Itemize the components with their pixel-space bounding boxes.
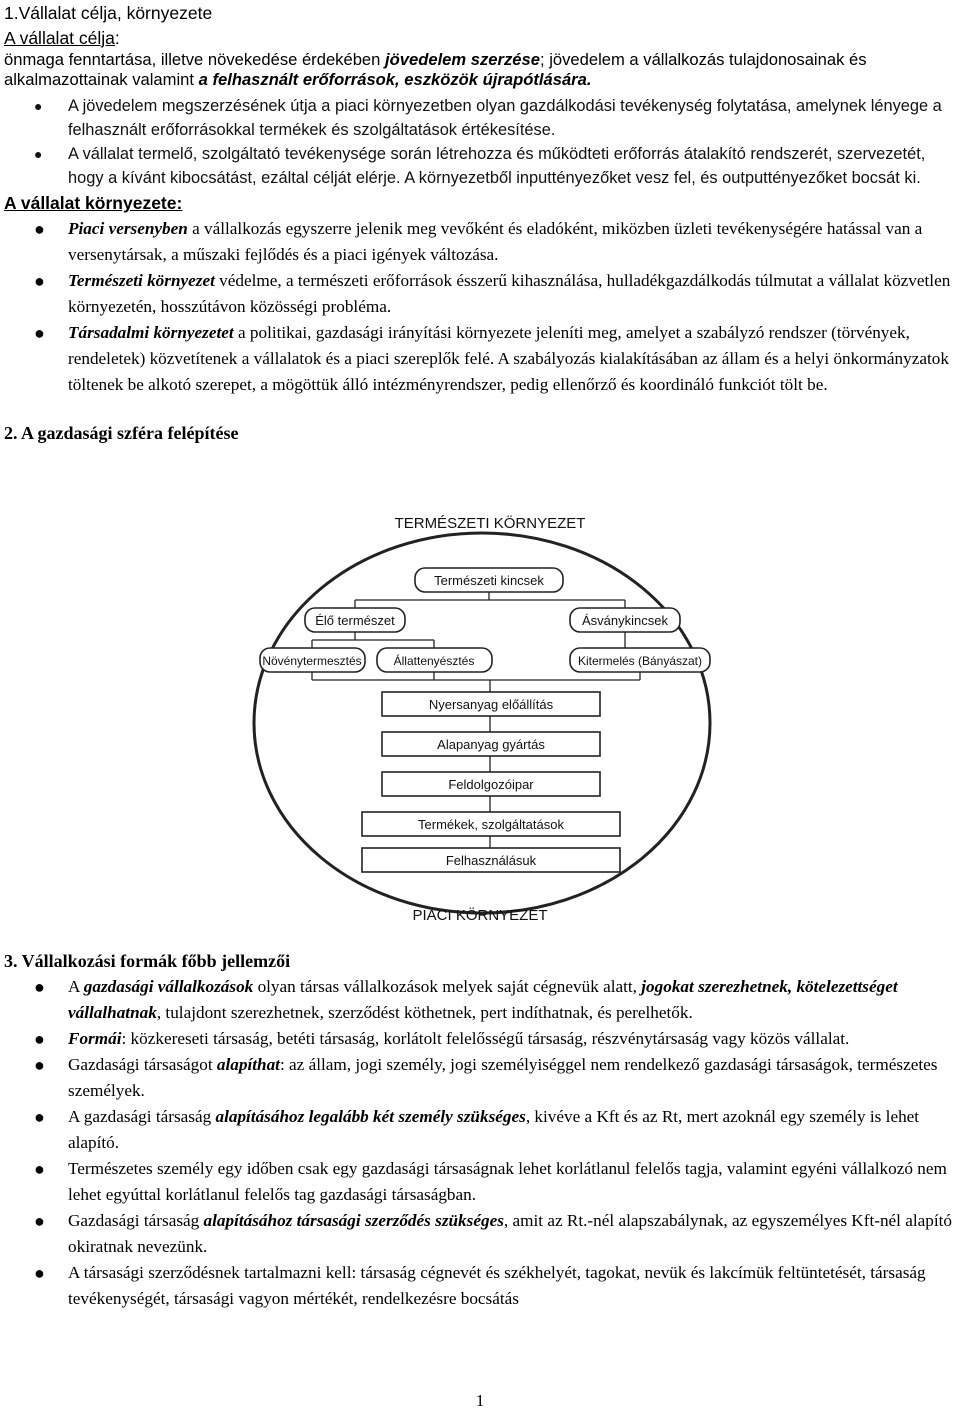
text-run: , amit az Rt.-nél alapszabálynak, az egyszemélyes Kft-nél alapító okiratnak nevezünk. <box>68 1211 953 1256</box>
bullet-icon: ● <box>34 146 43 162</box>
goal-bullets <box>4 94 956 190</box>
section-2-title: 2. A gazdasági szféra felépítése <box>4 423 239 443</box>
env-term: Társadalmi környezetet <box>68 323 234 342</box>
bullet-icon: ● <box>34 1055 45 1075</box>
box-termeszeti-kincsek-label: Természeti kincsek <box>434 573 544 588</box>
bullet-icon: ● <box>34 1263 45 1283</box>
list-item <box>4 1104 956 1156</box>
goal-heading-line <box>4 26 956 50</box>
env-text: védelme, a természeti erőforrások ésszerű kihasználása, hulladékgazdálkodás túlmutat a vállalat közvetlen környezetén, hosszútávon közösségi probléma. <box>68 271 951 316</box>
list-item <box>4 216 956 268</box>
env-term: Természeti környezet <box>68 271 215 290</box>
list-item <box>4 1260 956 1312</box>
bullet-text: A jövedelem megszerzésének útja a piaci környezetben olyan gazdálkodási tevékenység folytatása, amelynek lényege a felhasznált erőforrásokkal termékek és szolgáltatások értékesítése. <box>68 97 942 139</box>
box-elo-termeszet-label: Élő természet <box>315 613 395 628</box>
bullet-icon: ● <box>34 1029 45 1049</box>
list-item <box>4 1156 956 1208</box>
env-term: Piaci versenyben <box>68 219 188 238</box>
box-nyersanyag-label: Nyersanyag előállítás <box>428 697 554 712</box>
box-allattenyesztes-label: Állattenyésztés <box>393 654 475 668</box>
intro-text-2: ; jövedelem a vállalkozás tulajdonosainak és alkalmazottainak valamint <box>4 50 867 89</box>
list-item <box>4 1208 956 1260</box>
term: jogokat szerezhetnek, kötelezettséget vállalhatnak <box>68 977 898 1022</box>
bullet-icon: ● <box>34 323 45 343</box>
term: alapításához társasági szerződés szükséges <box>203 1211 504 1230</box>
box-asvanykincsek-label: Ásványkincsek <box>582 613 668 628</box>
text-run: Gazdasági társaságot <box>68 1055 217 1074</box>
env-text: a vállalkozás egyszerre jelenik meg vevőként és eladóként, miközben üzleti tevékenységére hatással van a versenytársak, a műszaki fejlődés és a piaci igények változása. <box>68 219 923 264</box>
forms-list <box>4 974 956 1312</box>
box-novenytermesztes-label: Növénytermesztés <box>262 654 362 668</box>
text-run: Gazdasági társaság <box>68 1211 204 1230</box>
goal-intro <box>4 50 956 90</box>
environment-list <box>4 216 956 398</box>
bullet-icon: ● <box>34 977 45 997</box>
box-kitermeles-label: Kitermelés (Bányászat) <box>577 654 703 668</box>
box-felhasznalasuk-label: Felhasználásuk <box>445 853 537 868</box>
bullet-icon: ● <box>34 1159 45 1179</box>
box-alapanyag-label: Alapanyag gyártás <box>437 737 545 752</box>
term: alapíthat <box>216 1055 280 1074</box>
text-run: olyan társas vállalkozások melyek saját cégnevük alatt, <box>253 977 642 996</box>
bullet-icon: ● <box>34 219 45 239</box>
bullet-text: A vállalat termelő, szolgáltató tevékenysége során létrehozza és működteti erőforrás átalakító rendszerét, szervezetét, hogy a kívánt kibocsátást, ezáltal célját elérje. A környezetből inputtényezőket vesz fel, és outputtényezőket bocsát ki. <box>68 145 926 187</box>
list-item <box>4 1026 956 1052</box>
text-run: : az állam, jogi személy, jogi személyiséggel nem rendelkező gazdasági társaságok, természetes személyek. <box>68 1055 938 1100</box>
list-item <box>4 94 956 142</box>
term: gazdasági vállalkozások <box>83 977 254 996</box>
intro-bold-2: a felhasznált erőforrások, eszközök újrapótlására <box>198 70 587 89</box>
text-run: , kivéve a Kft és az Rt, mert azoknál egy személy is lehet alapító. <box>68 1107 920 1152</box>
text-run: A gazdasági társaság <box>68 1107 216 1126</box>
list-item <box>4 142 956 190</box>
list-item <box>4 268 956 320</box>
economic-sphere-diagram <box>250 508 720 928</box>
term: Formái <box>68 1029 122 1048</box>
section-1-title: 1.Vállalat célja, környezete <box>4 3 213 23</box>
env-text: a politikai, gazdasági irányítási környezete jeleníti meg, amelyet a szabályzó rendszer (törvények, rendeletek) közvetítenek a vállalatok és a piaci szereplők felé. A szabályozás kialakításában az állam és a helyi önkormányzatok töltenek be alkotó szerepet, a mögöttük álló intézményrendszer, pedig ellenőrző és koordináló funkciót tölt be. <box>68 323 949 394</box>
top-label: TERMÉSZETI KÖRNYEZET <box>394 515 586 532</box>
intro-end: . <box>586 70 592 89</box>
term: alapításához legalább két személy szükséges <box>215 1107 526 1126</box>
bullet-icon: ● <box>34 1211 45 1231</box>
box-termekek-label: Termékek, szolgáltatások <box>418 817 564 832</box>
text-run: , tulajdont szerezhetnek, szerződést köthetnek, pert indíthatnak, és perelhetők. <box>156 1003 693 1022</box>
text-run: A társasági szerződésnek tartalmazni kell: társaság cégnevét és székhelyét, tagokat, nevük és lakcímük feltüntetését, társaság tevékenységét, társasági vagyon mértékét, rendelkezésre bocsátás <box>68 1263 926 1308</box>
bullet-icon: ● <box>34 1107 45 1127</box>
intro-bold-1: jövedelem szerzése <box>385 50 540 69</box>
section-1 <box>4 0 956 446</box>
section-3 <box>4 948 956 1312</box>
list-item <box>4 320 956 398</box>
list-item <box>4 974 956 1026</box>
goal-heading-colon: : <box>114 28 120 48</box>
list-item <box>4 1052 956 1104</box>
bullet-icon: ● <box>34 271 45 291</box>
environment-heading: A vállalat környezete: <box>4 193 183 213</box>
intro-text-1: önmaga fenntartása, illetve növekedése érdekében <box>4 50 385 69</box>
bottom-label: PIACI KÖRNYEZET <box>412 907 548 924</box>
goal-heading: A vállalat célja <box>4 28 115 48</box>
page-number: 1 <box>475 1391 485 1410</box>
bullet-icon: ● <box>34 98 43 114</box>
text-run: Természetes személy egy időben csak egy gazdasági társaságnak lehet korlátlanul felelős tagja, valamint egyéni vállalkozó nem lehet egyúttal korlátlanul felelős tag gazdasági társaságban. <box>68 1159 947 1204</box>
box-feldolgozoipar-label: Feldolgozóipar <box>448 777 534 792</box>
text-run: A <box>68 977 84 996</box>
section-3-title: 3. Vállalkozási formák főbb jellemzői <box>4 951 291 971</box>
text-run: : közkereseti társaság, betéti társaság, korlátolt felelősségű társaság, részvénytársaság vagy közös vállalat. <box>121 1029 850 1048</box>
